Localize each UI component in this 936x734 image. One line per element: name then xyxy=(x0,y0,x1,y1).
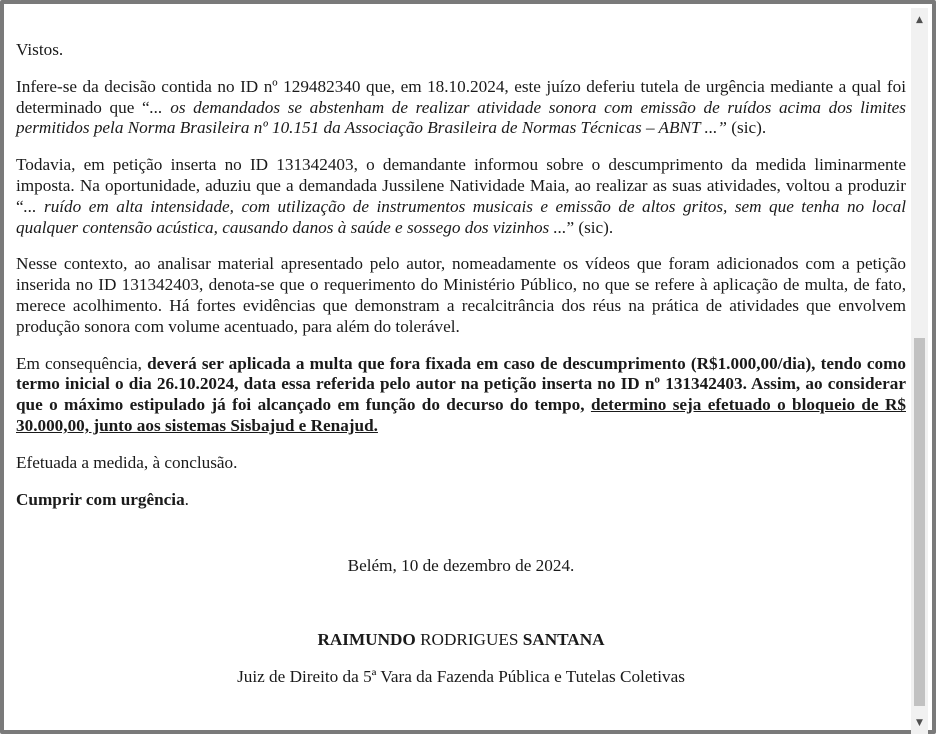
paragraph-consequence: Em consequência, deverá ser aplicada a multa que fora fixada em caso de descumprimento (R$1.000,00/dia), tendo como termo inicial o dia 26.10.2024, data essa referida pelo autor na petição inserta no ID nº 131342403. Assim, ao considerar que o máximo estipulado já foi alcançado em função do decurso do tempo, determino seja efetuado o bloqueio de R$ 30.000,00, junto aos sistemas Sisbajud e Renajud. xyxy=(16,353,906,435)
date-line: Belém, 10 de dezembro de 2024. xyxy=(347,556,575,576)
quote-petition: ... ruído em alta intensidade, com utilização de instrumentos musicais e emissão de altos gritos, sem que tenha no local qualquer contensão acústica, causando danos à saúde e sossego dos vizinhos ... xyxy=(16,196,906,237)
ruling-text: deverá ser aplicada a multa que fora fixada em caso de descumprimento (R$1.000,00/dia), tendo como termo inicial o dia 26.10.2024, data essa referida pelo autor na petição inserta no ID nº 131342403. Assim, ao considerar que o máximo estipulado já foi alcançado em função do decurso do tempo, determino seja efetuado o bloqueio de R$ 30.000,00, junto aos sistemas Sisbajud e Renajud. xyxy=(16,353,906,435)
paragraph-urgency: Cumprir com urgência. xyxy=(16,489,189,509)
paragraph-context: Nesse contexto, ao analisar material apresentado pelo autor, nomeadamente os vídeos que foram adicionados com a petição inserida no ID 131342403, denota-se que o requerimento do Ministério Público, no que se refere à aplicação de multa, de fato, merece acolhimento. Há fortes evidências que demonstram a recalcitrância dos réus na prática de atividades que envolvem produção sonora com volume acentuado, para além do tolerável. xyxy=(16,254,906,336)
paragraph-vistos: Vistos. xyxy=(16,40,64,59)
signer-role: Juiz de Direito da 5ª Vara da Fazenda Pública e Tutelas Coletivas xyxy=(237,666,685,686)
quote-decision: ... os demandados se abstenham de realizar atividade sonora com emissão de ruídos acima dos limites permitidos pela Norma Brasileira nº 10.151 da Associação Brasileira de Normas Técnicas – ABNT ...” xyxy=(16,97,906,138)
scroll-down-icon[interactable]: ▼ xyxy=(916,718,923,728)
paragraph-conclusion: Efetuada a medida, à conclusão. xyxy=(16,452,238,472)
scroll-up-icon[interactable]: ▲ xyxy=(916,15,923,25)
ruling-determination: determino seja efetuado o bloqueio de R$ 30.000,00, junto aos sistemas Sisbajud e Renajud. xyxy=(16,395,906,435)
scrollbar-thumb[interactable] xyxy=(914,338,925,706)
paragraph-petition: Todavia, em petição inserta no ID 131342403, o demandante informou sobre o descumprimento da medida liminarmente imposta. Na oportunidade, aduziu que a demandada Jussilene Natividade Maia, ao realizar as suas atividades, voltou a produzir “... ruído em alta intensidade, com utilização de instrumentos musicais e emissão de altos gritos, sem que tenha no local qualquer contensão acústica, causando danos à saúde e sossego dos vizinhos ...” (sic). xyxy=(16,155,906,237)
signer-name: RAIMUNDO RODRIGUES SANTANA xyxy=(317,630,605,650)
document-body xyxy=(16,40,906,704)
paragraph-decision: Infere-se da decisão contida no ID nº 129482340 que, em 18.10.2024, este juízo deferiu tutela de urgência mediante a qual foi determinado que “... os demandados se abstenham de realizar atividade sonora com emissão de ruídos acima dos limites permitidos pela Norma Brasileira nº 10.151 da Associação Brasileira de Normas Técnicas – ABNT ...” (sic). xyxy=(16,76,906,138)
vertical-scrollbar[interactable] xyxy=(911,8,928,734)
